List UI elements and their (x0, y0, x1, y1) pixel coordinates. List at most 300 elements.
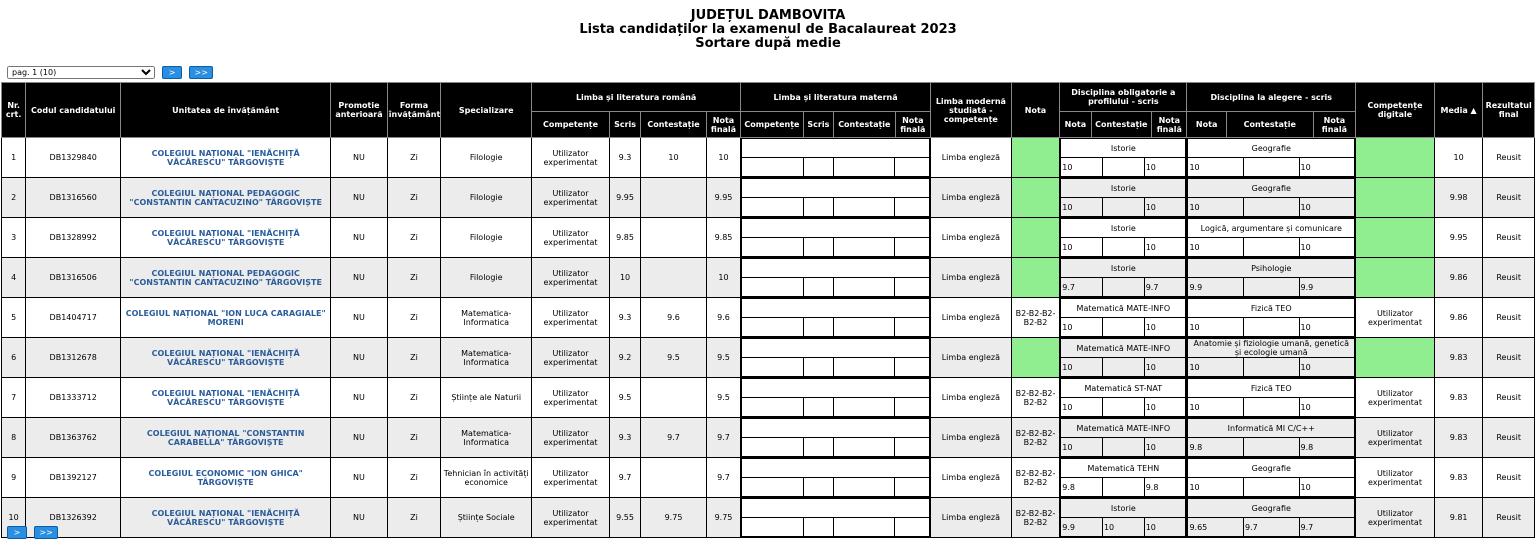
rezultat: Reusit (1483, 138, 1535, 178)
da-subject: Logică, argumentare și comunicare (1188, 219, 1355, 238)
lr-scris: 9.2 (609, 338, 640, 378)
limba-moderna: Limba engleză (930, 338, 1011, 378)
lm-cell (741, 298, 931, 338)
school-link[interactable]: COLEGIUL NAȚIONAL "IENĂCHIȚĂ VĂCĂRESCU" TÂRGOVIȘTE (121, 378, 331, 418)
col-group-materna: Limba și literatura maternă (741, 83, 931, 112)
lr-cont (641, 218, 707, 258)
do-nota: 10 (1061, 398, 1103, 417)
row-nr: 8 (2, 418, 26, 458)
table-row (2, 498, 1535, 538)
forma: Zi (387, 178, 441, 218)
col-da-nota: Nota (1187, 112, 1226, 138)
rezultat: Reusit (1483, 218, 1535, 258)
da-nota: 10 (1188, 398, 1244, 417)
col-forma: Forma învățământ (387, 83, 441, 138)
da-cont (1244, 238, 1300, 257)
do-subject: Istorie (1061, 219, 1186, 238)
col-do-nota: Nota (1060, 112, 1091, 138)
da-cont (1244, 358, 1300, 377)
lr-scris: 9.3 (609, 298, 640, 338)
media: 9.98 (1434, 178, 1482, 218)
do-cont (1102, 358, 1144, 377)
lr-comp: Utilizator experimentat (532, 298, 610, 338)
candidate-code: DB1326392 (26, 498, 121, 538)
promotie: NU (331, 378, 388, 418)
col-unitate: Unitatea de învățământ (121, 83, 331, 138)
forma: Zi (387, 258, 441, 298)
col-group-romana: Limba și literatura română (532, 83, 741, 112)
col-lr-comp: Competențe (532, 112, 610, 138)
do-nota: 9.9 (1061, 518, 1103, 537)
do-subject: Matematică MATE-INFO (1061, 419, 1186, 438)
lr-cont: 9.6 (641, 298, 707, 338)
lr-final: 9.85 (706, 218, 740, 258)
table-row (2, 218, 1535, 258)
do-subject: Istorie (1061, 499, 1186, 518)
limba-moderna: Limba engleză (930, 218, 1011, 258)
col-cod: Codul candidatului (26, 83, 121, 138)
do-cell (1060, 258, 1187, 298)
lr-final: 9.7 (706, 418, 740, 458)
specializare: Tehnician în activități economice (441, 458, 532, 498)
col-da-final: Nota finală (1313, 112, 1355, 138)
da-nota: 10 (1188, 478, 1244, 497)
media: 9.95 (1434, 218, 1482, 258)
col-group-alegere: Disciplina la alegere - scris (1187, 83, 1356, 112)
competente-digitale: Utilizator experimentat (1356, 498, 1435, 538)
lr-comp: Utilizator experimentat (532, 378, 610, 418)
lr-cont: 9.7 (641, 418, 707, 458)
row-nr: 9 (2, 458, 26, 498)
forma: Zi (387, 498, 441, 538)
da-cont (1244, 278, 1300, 297)
specializare: Filologie (441, 138, 532, 178)
school-link[interactable]: COLEGIUL NAȚIONAL "IENĂCHIȚĂ VĂCĂRESCU" TÂRGOVIȘTE (121, 138, 331, 178)
da-final: 10 (1299, 478, 1355, 497)
do-final: 10 (1144, 238, 1186, 257)
do-cell (1060, 378, 1187, 418)
lr-cont: 10 (641, 138, 707, 178)
lr-scris: 9.7 (609, 458, 640, 498)
competente-digitale (1356, 178, 1435, 218)
nota-lm (1011, 258, 1059, 298)
lr-comp: Utilizator experimentat (532, 138, 610, 178)
do-cell (1060, 218, 1187, 258)
specializare: Matematica-Informatica (441, 338, 532, 378)
lm-cell (741, 458, 931, 498)
lr-comp: Utilizator experimentat (532, 498, 610, 538)
da-nota: 10 (1188, 358, 1244, 377)
table-row (2, 418, 1535, 458)
do-cell (1060, 178, 1187, 218)
promotie: NU (331, 418, 388, 458)
nota-lm: B2-B2-B2-B2-B2 (1011, 378, 1059, 418)
lm-cell (741, 338, 931, 378)
pager-bottom (7, 526, 58, 545)
lr-final: 10 (706, 138, 740, 178)
da-subject: Fizică TEO (1188, 299, 1355, 318)
da-cell (1187, 178, 1356, 218)
promotie: NU (331, 498, 388, 538)
do-cell (1060, 418, 1187, 458)
school-link[interactable]: COLEGIUL NAȚIONAL PEDAGOGIC "CONSTANTIN CANTACUZINO" TÂRGOVIȘTE (121, 258, 331, 298)
do-cont (1102, 318, 1144, 337)
competente-digitale: Utilizator experimentat (1356, 418, 1435, 458)
lr-final: 9.75 (706, 498, 740, 538)
lm-cell (741, 138, 931, 178)
lm-cell (741, 258, 931, 298)
da-subject: Anatomie și fiziologie umană, genetică și ecologie umană (1188, 339, 1355, 358)
do-nota: 9.7 (1061, 278, 1103, 297)
specializare: Matematica-Informatica (441, 298, 532, 338)
lr-cont (641, 458, 707, 498)
da-cont (1244, 198, 1300, 217)
school-link[interactable]: COLEGIUL NAȚIONAL "IENĂCHIȚĂ VĂCĂRESCU" TÂRGOVIȘTE (121, 498, 331, 538)
nota-lm: B2-B2-B2-B2-B2 (1011, 298, 1059, 338)
row-nr: 1 (2, 138, 26, 178)
lr-comp: Utilizator experimentat (532, 338, 610, 378)
col-group-obligatorie: Disciplina obligatorie a profilului - scris (1060, 83, 1187, 112)
lm-cell (741, 178, 931, 218)
row-nr: 5 (2, 298, 26, 338)
page-subtitle: Lista candidaților la examenul de Bacalaureat 2023 (579, 22, 957, 37)
da-cell (1187, 258, 1356, 298)
nota-lm (1011, 178, 1059, 218)
lr-scris: 9.95 (609, 178, 640, 218)
nota-lm: B2-B2-B2-B2-B2 (1011, 418, 1059, 458)
do-final: 10 (1144, 518, 1186, 537)
limba-moderna: Limba engleză (930, 498, 1011, 538)
do-cont (1102, 238, 1144, 257)
competente-digitale (1356, 138, 1435, 178)
specializare: Filologie (441, 178, 532, 218)
lr-final: 9.6 (706, 298, 740, 338)
table-row (2, 258, 1535, 298)
table-row (2, 138, 1535, 178)
rezultat: Reusit (1483, 178, 1535, 218)
media: 9.86 (1434, 258, 1482, 298)
candidate-code: DB1404717 (26, 298, 121, 338)
do-cell (1060, 498, 1187, 538)
col-da-cont: Contestație (1226, 112, 1313, 138)
media: 9.83 (1434, 378, 1482, 418)
lr-cont (641, 178, 707, 218)
da-final: 9.9 (1299, 278, 1355, 297)
page-header (0, 0, 1536, 51)
col-do-cont: Contestație (1091, 112, 1152, 138)
competente-digitale: Utilizator experimentat (1356, 458, 1435, 498)
lr-comp: Utilizator experimentat (532, 218, 610, 258)
candidates-table (1, 82, 1535, 538)
school-link[interactable]: COLEGIUL NAȚIONAL "IENĂCHIȚĂ VĂCĂRESCU" TÂRGOVIȘTE (121, 338, 331, 378)
col-lm-cont: Contestație (834, 112, 896, 138)
da-cell (1187, 138, 1356, 178)
col-nota: Nota (1011, 83, 1059, 138)
da-subject: Fizică TEO (1188, 379, 1355, 398)
page-select[interactable] (7, 66, 155, 79)
forma: Zi (387, 298, 441, 338)
lr-final: 9.5 (706, 338, 740, 378)
da-nota: 9.65 (1188, 518, 1244, 537)
limba-moderna: Limba engleză (930, 178, 1011, 218)
forma: Zi (387, 378, 441, 418)
lr-comp: Utilizator experimentat (532, 418, 610, 458)
col-lr-final: Nota finală (706, 112, 740, 138)
do-cont (1102, 158, 1144, 177)
row-nr: 2 (2, 178, 26, 218)
lr-scris: 9.55 (609, 498, 640, 538)
do-subject: Matematică MATE-INFO (1061, 299, 1186, 318)
da-final: 9.8 (1299, 438, 1355, 457)
forma: Zi (387, 138, 441, 178)
row-nr: 10 (2, 498, 26, 538)
row-nr: 7 (2, 378, 26, 418)
page-title: JUDEȚUL DAMBOVITA (690, 8, 846, 23)
limba-moderna: Limba engleză (930, 458, 1011, 498)
do-cont (1102, 398, 1144, 417)
lr-cont (641, 378, 707, 418)
lr-final: 9.7 (706, 458, 740, 498)
lr-final: 9.5 (706, 378, 740, 418)
do-subject: Matematică MATE-INFO (1061, 339, 1186, 358)
specializare: Filologie (441, 218, 532, 258)
col-rezultat: Rezultatul final (1483, 83, 1535, 138)
lr-comp: Utilizator experimentat (532, 258, 610, 298)
media: 9.83 (1434, 418, 1482, 458)
promotie: NU (331, 178, 388, 218)
do-subject: Istorie (1061, 259, 1186, 278)
promotie: NU (331, 458, 388, 498)
specializare: Matematica-Informatica (441, 418, 532, 458)
row-nr: 6 (2, 338, 26, 378)
school-link[interactable]: COLEGIUL ECONOMIC "ION GHICA" TÂRGOVIȘTE (121, 458, 331, 498)
da-final: 10 (1299, 318, 1355, 337)
da-subject: Informatică MI C/C++ (1188, 419, 1355, 438)
da-cell (1187, 498, 1356, 538)
media: 9.83 (1434, 338, 1482, 378)
forma: Zi (387, 338, 441, 378)
da-cell (1187, 298, 1356, 338)
rezultat: Reusit (1483, 258, 1535, 298)
lr-cont: 9.5 (641, 338, 707, 378)
candidate-code: DB1316506 (26, 258, 121, 298)
do-cont (1102, 278, 1144, 297)
do-nota: 10 (1061, 358, 1103, 377)
forma: Zi (387, 458, 441, 498)
da-nota: 10 (1188, 238, 1244, 257)
rezultat: Reusit (1483, 298, 1535, 338)
do-final: 10 (1144, 318, 1186, 337)
school-link[interactable]: COLEGIUL NAȚIONAL PEDAGOGIC "CONSTANTIN CANTACUZINO" TÂRGOVIȘTE (121, 178, 331, 218)
da-cont (1244, 438, 1300, 457)
lr-scris: 9.85 (609, 218, 640, 258)
next-page-button-bottom[interactable]: > (7, 526, 27, 539)
nota-lm: B2-B2-B2-B2-B2 (1011, 458, 1059, 498)
table-row (2, 298, 1535, 338)
lr-scris: 9.3 (609, 138, 640, 178)
da-final: 10 (1299, 198, 1355, 217)
table-row (2, 378, 1535, 418)
last-page-button-bottom[interactable]: >> (34, 526, 58, 539)
competente-digitale (1356, 338, 1435, 378)
promotie: NU (331, 298, 388, 338)
media: 9.81 (1434, 498, 1482, 538)
lr-scris: 9.5 (609, 378, 640, 418)
da-final: 10 (1299, 358, 1355, 377)
next-page-button[interactable]: > (162, 66, 182, 79)
col-promotie: Promotie anterioară (331, 83, 388, 138)
do-nota: 10 (1061, 158, 1103, 177)
col-specializare: Specializare (441, 83, 532, 138)
da-nota: 10 (1188, 198, 1244, 217)
candidate-code: DB1333712 (26, 378, 121, 418)
do-nota: 9.8 (1061, 478, 1103, 497)
rezultat: Reusit (1483, 418, 1535, 458)
col-lm-scris: Scris (803, 112, 833, 138)
da-subject: Psihologie (1188, 259, 1355, 278)
do-cell (1060, 138, 1187, 178)
lr-cont: 9.75 (641, 498, 707, 538)
lr-final: 10 (706, 258, 740, 298)
da-final: 10 (1299, 398, 1355, 417)
do-nota: 10 (1061, 238, 1103, 257)
rezultat: Reusit (1483, 498, 1535, 538)
do-final: 10 (1144, 198, 1186, 217)
competente-digitale (1356, 218, 1435, 258)
candidate-code: DB1316560 (26, 178, 121, 218)
do-subject: Istorie (1061, 139, 1186, 158)
da-cont (1244, 158, 1300, 177)
da-cell (1187, 378, 1356, 418)
da-nota: 9.9 (1188, 278, 1244, 297)
do-cell (1060, 458, 1187, 498)
last-page-button[interactable]: >> (189, 66, 213, 79)
limba-moderna: Limba engleză (930, 298, 1011, 338)
do-final: 9.8 (1144, 478, 1186, 497)
candidate-code: DB1328992 (26, 218, 121, 258)
da-subject: Geografie (1188, 139, 1355, 158)
da-cell (1187, 218, 1356, 258)
col-lr-cont: Contestație (641, 112, 707, 138)
candidate-code: DB1392127 (26, 458, 121, 498)
promotie: NU (331, 218, 388, 258)
col-nr: Nr. crt. (2, 83, 26, 138)
do-final: 10 (1144, 358, 1186, 377)
nota-lm (1011, 338, 1059, 378)
row-nr: 4 (2, 258, 26, 298)
promotie: NU (331, 138, 388, 178)
da-cell (1187, 418, 1356, 458)
col-lm-final: Nota finală (895, 112, 930, 138)
da-subject: Geografie (1188, 499, 1355, 518)
lr-cont (641, 258, 707, 298)
col-limba-moderna: Limba modernă studiată - competențe (930, 83, 1011, 138)
lm-cell (741, 418, 931, 458)
do-subject: Istorie (1061, 179, 1186, 198)
do-cell (1060, 338, 1187, 378)
table-row (2, 338, 1535, 378)
lr-comp: Utilizator experimentat (532, 458, 610, 498)
media: 9.83 (1434, 458, 1482, 498)
limba-moderna: Limba engleză (930, 258, 1011, 298)
da-nota: 10 (1188, 158, 1244, 177)
forma: Zi (387, 218, 441, 258)
da-cont (1244, 478, 1300, 497)
da-subject: Geografie (1188, 459, 1355, 478)
media: 9.86 (1434, 298, 1482, 338)
col-lm-comp: Competențe (741, 112, 804, 138)
col-digitale: Competențe digitale (1356, 83, 1435, 138)
nota-lm: B2-B2-B2-B2-B2 (1011, 498, 1059, 538)
nota-lm (1011, 218, 1059, 258)
col-lr-scris: Scris (609, 112, 640, 138)
da-final: 9.7 (1299, 518, 1355, 537)
do-cell (1060, 298, 1187, 338)
school-link[interactable]: COLEGIUL NAȚIONAL "CONSTANTIN CARABELLA" TÂRGOVIȘTE (121, 418, 331, 458)
rezultat: Reusit (1483, 338, 1535, 378)
competente-digitale: Utilizator experimentat (1356, 298, 1435, 338)
do-cont (1102, 438, 1144, 457)
col-do-final: Nota finală (1152, 112, 1187, 138)
nota-lm (1011, 138, 1059, 178)
specializare: Științe ale Naturii (441, 378, 532, 418)
promotie: NU (331, 338, 388, 378)
lr-scris: 9.3 (609, 418, 640, 458)
row-nr: 3 (2, 218, 26, 258)
do-subject: Matematică ST-NAT (1061, 379, 1186, 398)
da-cont (1244, 398, 1300, 417)
promotie: NU (331, 258, 388, 298)
da-cell (1187, 338, 1356, 378)
da-final: 10 (1299, 238, 1355, 257)
col-media-sort[interactable]: Media ▲ (1434, 83, 1482, 138)
lr-final: 9.95 (706, 178, 740, 218)
competente-digitale (1356, 258, 1435, 298)
lr-scris: 10 (609, 258, 640, 298)
forma: Zi (387, 418, 441, 458)
lr-comp: Utilizator experimentat (532, 178, 610, 218)
candidate-code: DB1363762 (26, 418, 121, 458)
rezultat: Reusit (1483, 378, 1535, 418)
do-cont (1102, 478, 1144, 497)
media: 10 (1434, 138, 1482, 178)
candidate-code: DB1312678 (26, 338, 121, 378)
sort-caption: Sortare după medie (695, 36, 841, 51)
do-final: 10 (1144, 398, 1186, 417)
school-link[interactable]: COLEGIUL NAȚIONAL "IENĂCHIȚĂ VĂCĂRESCU" TÂRGOVIȘTE (121, 218, 331, 258)
table-row (2, 458, 1535, 498)
limba-moderna: Limba engleză (930, 418, 1011, 458)
da-cont: 9.7 (1244, 518, 1300, 537)
lm-cell (741, 378, 931, 418)
do-cont (1102, 198, 1144, 217)
table-row (2, 178, 1535, 218)
do-final: 10 (1144, 438, 1186, 457)
table-body (2, 138, 1535, 538)
da-subject: Geografie (1188, 179, 1355, 198)
do-cont: 10 (1102, 518, 1144, 537)
specializare: Științe Sociale (441, 498, 532, 538)
competente-digitale: Utilizator experimentat (1356, 378, 1435, 418)
limba-moderna: Limba engleză (930, 138, 1011, 178)
specializare: Filologie (441, 258, 532, 298)
do-nota: 10 (1061, 438, 1103, 457)
da-nota: 10 (1188, 318, 1244, 337)
do-nota: 10 (1061, 318, 1103, 337)
candidate-code: DB1329840 (26, 138, 121, 178)
school-link[interactable]: COLEGIUL NAȚIONAL "ION LUCA CARAGIALE" MORENI (121, 298, 331, 338)
da-nota: 9.8 (1188, 438, 1244, 457)
